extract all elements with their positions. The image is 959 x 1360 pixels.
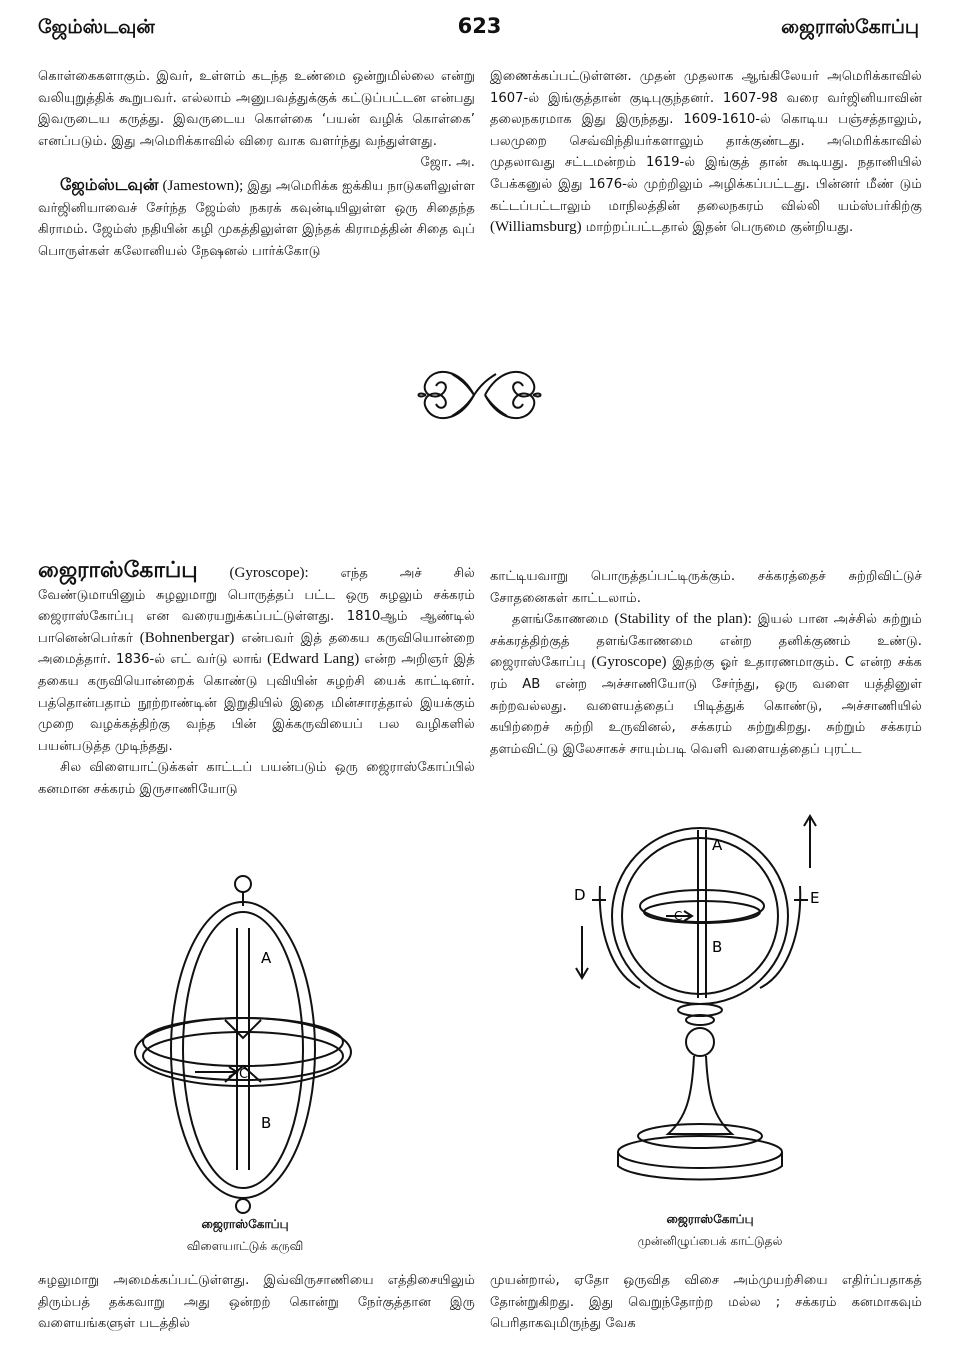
label-c: C <box>674 909 683 923</box>
caption-subtitle: முன்னிழுப்பைக் காட்டுதல் <box>637 1234 783 1248</box>
bottom-left-continuation <box>38 1270 475 1335</box>
latin-term: (Edward Lang) <box>267 651 360 668</box>
label-e: E <box>810 889 820 907</box>
label-a: A <box>261 949 272 967</box>
headword: ஜேம்ஸ்டவுன் <box>60 174 159 194</box>
text: என்ற அறிஞர் இத் தகைய கருவியொன்றைக் கொண்டு புவியின் சுழற்சி யைக் காட்டினர். பத்தொன்பதாம் நூற்றாண்டின் இறுதியில் இதை மின்சாரத்தால் இயக்கும் முறை வழக்கத்திற்கு வந்த பின் இக்கருவியைப் பல வழிகளில் பயன்படுத்த முடிந்தது. <box>38 652 475 754</box>
text: என்பவர் இத் தகைய கருவியொன்றை அமைத்தார். 1836-ல் எட் வர்டு லாங் <box>38 630 475 668</box>
latin-term: (Bohnenbergar) <box>139 629 235 646</box>
text: இணைக்கப்பட்டுள்ளன. முதன் முதலாக ஆங்கிலேயர் அமெரிக்காவில் 1607-ல் இங்குத்தான் குடிபுகுந்தனர். 1607-98 வரை வர்ஜினியாவின் தலைநகரமாக இது இருந்தது. 1609-1610-ல் கொடிய பஞ்சத்தாலும், பலமுறை செவ்விந்தியர்களாலும் தாக்குண்டது. அமெரிக்காவில் முதலாவது சட்டமன்றம் 1619-ல் இங்குத் தான் கூடியது. நதானியில் பேக்கனுல் இது 1676-ல் முற்றிலும் அழிக்கப்பட்டது. பின்னர் மீண் டும் கட்டப்பட்டாலும் மாநிலத்தின் தலைநகரம் வில்லி யம்ஸ்பர்கிற்கு <box>490 69 922 214</box>
bottom-right-column <box>490 566 922 760</box>
sub-entry-stability <box>490 609 922 760</box>
toy-gyroscope-illustration <box>125 870 365 1215</box>
latin-term: (Gyroscope) <box>591 654 667 671</box>
running-head-left: ஜேம்ஸ்டவுன் <box>38 16 155 38</box>
entry-jamestown <box>38 174 475 262</box>
caption-subtitle: விளையாட்டுக் கருவி <box>186 1239 304 1253</box>
page-number: 623 <box>457 14 502 38</box>
paragraph: சுழலுமாறு அமைக்கப்பட்டுள்ளது. இவ்விருசாணியை எத்திசையிலும் திரும்பத் தக்கவாறு அது ஒன்றற் கொன்று நேர்குத்தான இரு வளையங்களுள் படத்தில் <box>38 1273 475 1332</box>
label-d: D <box>574 886 586 904</box>
running-head-right: ஜைராஸ்கோப்பு <box>781 16 919 38</box>
headword-latin: (Gyroscope): <box>229 565 309 581</box>
label-b: B <box>261 1114 272 1132</box>
sub-heading-latin: (Stability of the plan): <box>614 611 752 628</box>
paragraph: காட்டியவாறு பொருத்தப்பட்டிருக்கும். சக்கரத்தைச் சுற்றிவிட்டுச் சோதனைகள் காட்டலாம். <box>490 569 922 606</box>
latin-term: (Williamsburg) <box>490 219 582 236</box>
decorative-scroll-ornament <box>412 360 547 430</box>
headword-latin: (Jamestown); <box>162 177 244 194</box>
label-a: A <box>712 836 723 854</box>
sub-heading: தளங்கோணமை <box>512 612 609 628</box>
bottom-left-column <box>38 560 475 801</box>
entry-gyroscope <box>38 560 475 757</box>
text: மாற்றப்பட்டதால் இதன் பெருமை குன்றியது. <box>581 220 854 236</box>
paragraph: சில விளையாட்டுக்கள் காட்டப் பயன்படும் ஒரு ஜைராஸ்கோப்பில் கனமான சக்கரம் இருசாணியோடு <box>38 760 475 797</box>
bottom-right-continuation <box>490 1270 922 1335</box>
top-right-column <box>490 66 922 239</box>
gyroscope-precession-illustration <box>570 808 840 1203</box>
label-b: B <box>712 938 723 956</box>
text: எந்த அச் சில் வேண்டுமாயினும் சுழலுமாறு பொருத்தப் பட்ட ஒரு சுழலும் சக்கரம் ஜைராஸ்கோப்பு என வரையறுக்கப்பட்டுள்ளது. 1810ஆம் ஆண்டில் பானென்பெர்கர் <box>38 566 475 646</box>
caption-title: ஜைராஸ்கோப்பு <box>201 1217 289 1231</box>
paragraph <box>490 66 922 239</box>
headword: ஜைராஸ்கோப்பு <box>38 558 198 583</box>
label-c: C <box>239 1067 249 1082</box>
author-signature: ஜோ. அ. <box>420 155 475 171</box>
caption-title: ஜைராஸ்கோப்பு <box>666 1212 754 1226</box>
text: இயல் பான அச்சில் சுற்றும் சக்கரத்திற்குத் தளங்கோணமை என்ற தனிக்குணம் உண்டு. ஜைராஸ்கோப்பு <box>490 612 922 671</box>
paragraph: கொள்கைகளாகும். இவர், உள்ளம் கடந்த உண்மை ஒன்றுமில்லை என்று வலியுறுத்திக் கூறுபவர். எல்லாம் அனுபவத்துக்குக் கட்டுப்பட்டன என்பது இவருடைய கருத்து. இவருடைய கொள்கை ‘பயன் வழிக் கொள்கை’ எனப்படும். இது அமெரிக்காவில் விரை வாக வளர்ந்து வந்துள்ளது. <box>38 69 475 149</box>
paragraph: முயன்றால், ஏதோ ஒருவித விசை அம்முயற்சியை எதிர்ப்பதாகத் தோன்றுகிறது. இது வெறுந்தோற்ற மல்ல ; சக்கரம் கனமாகவும் பெரிதாகவுமிருந்து வேக <box>490 1273 922 1332</box>
figure-left-caption <box>140 1213 350 1257</box>
figure-right-caption <box>590 1208 830 1252</box>
top-left-column <box>38 66 475 262</box>
entry-text: இது அமெரிக்க ஐக்கிய நாடுகளிலுள்ள வர்ஜினியாவைச் சேர்ந்த ஜேம்ஸ் நகரக் கவுன்டியிலுள்ள ஒரு சிதைந்த கிராமம். ஜேம்ஸ் நதியின் கழி முகத்திலுள்ள இந்தக் கிராமத்தின் சிதை வுப் பொருள்கள் கலோனியல் நேஷனல் பார்க்கோடு <box>38 178 475 259</box>
text: இதற்கு ஓர் உதாரணமாகும். C என்ற சக்க ரம் AB என்ற அச்சாணியோடு சேர்ந்து, ஒரு வளை யத்தினுள் சுற்றவல்லது. வளையத்தைப் பிடித்துக் கொண்டு, அச்சாணியில் கயிற்றைச் சுற்றி உருவினல், சக்கரம் சுற்றுகிறது. சுற்றும் சக்கரம் தளம்விட்டு இலேசாகச் சாயும்படி வெளி வளையத்தைப் புரட்ட <box>490 655 922 757</box>
